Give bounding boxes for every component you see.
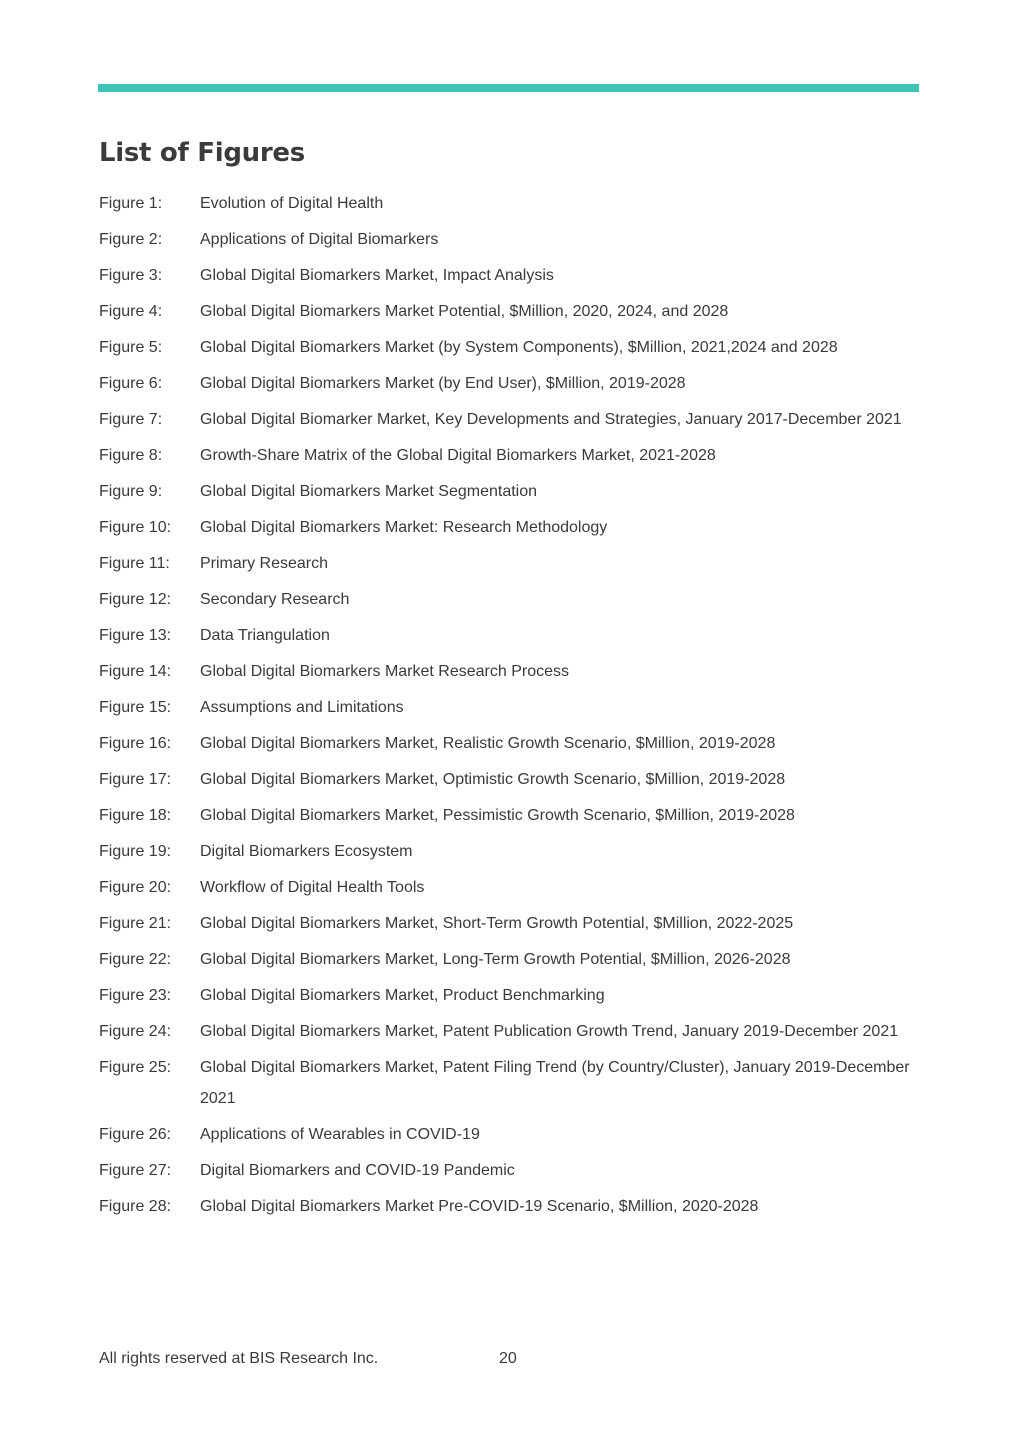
figure-title: Global Digital Biomarkers Market, Optimistic Growth Scenario, $Million, 2019-2028 [200,771,786,788]
figure-number: Figure 21: [99,915,172,932]
figure-title: Global Digital Biomarkers Market, Product Benchmarking [200,987,605,1004]
figure-title: Applications of Wearables in COVID-19 [200,1126,480,1143]
figure-number: Figure 11: [99,555,170,572]
figure-title: Assumptions and Limitations [200,699,404,716]
figure-list-item[interactable] [99,836,921,867]
figure-number: Figure 17: [99,771,172,788]
figure-number: Figure 1: [99,195,163,212]
figure-list-item[interactable] [99,620,921,651]
figure-list-item[interactable] [99,548,921,579]
figure-number: Figure 6: [99,375,163,392]
figure-title: Global Digital Biomarkers Market Potential, $Million, 2020, 2024, and 2028 [200,303,729,320]
figure-number: Figure 20: [99,879,172,896]
figure-list-item[interactable] [99,404,921,435]
figure-title: Global Digital Biomarkers Market Segmentation [200,483,538,500]
figure-number: Figure 3: [99,267,163,284]
figure-list-item[interactable] [99,728,921,759]
figure-list-item[interactable] [99,476,921,507]
figure-title: Global Digital Biomarkers Market Research Process [200,663,570,680]
figure-title: Global Digital Biomarkers Market, Realistic Growth Scenario, $Million, 2019-2028 [200,735,776,752]
figure-number: Figure 22: [99,951,172,968]
figure-number: Figure 26: [99,1126,172,1143]
figure-title: Growth-Share Matrix of the Global Digital Biomarkers Market, 2021-2028 [200,447,716,464]
figure-title: Global Digital Biomarkers Market, Short-Term Growth Potential, $Million, 2022-2025 [200,915,794,932]
figure-number: Figure 25: [99,1059,172,1076]
figure-number: Figure 27: [99,1162,172,1179]
figure-number: Figure 16: [99,735,172,752]
figure-list-item[interactable] [99,332,921,363]
figure-number: Figure 15: [99,699,172,716]
figure-list-item[interactable] [99,764,921,795]
figure-title: Global Digital Biomarker Market, Key Developments and Strategies, January 2017-December 2021 [200,411,902,428]
figure-title: Global Digital Biomarkers Market Pre-COVID-19 Scenario, $Million, 2020-2028 [200,1198,759,1215]
figure-list-item[interactable] [99,440,921,471]
figure-title: Global Digital Biomarkers Market, Pessimistic Growth Scenario, $Million, 2019-2028 [200,807,795,824]
figure-list-item[interactable] [99,296,921,327]
figure-list-item[interactable] [99,800,921,831]
footer-rights: All rights reserved at BIS Research Inc. [99,1350,379,1367]
figure-number: Figure 12: [99,591,172,608]
figure-number: Figure 2: [99,231,163,248]
figure-title: Global Digital Biomarkers Market (by End User), $Million, 2019-2028 [200,375,686,392]
figure-list-item[interactable] [99,368,921,399]
figure-list [99,188,921,1227]
figure-title: Data Triangulation [200,627,330,644]
figure-number: Figure 7: [99,411,163,428]
figure-title: Global Digital Biomarkers Market: Research Methodology [200,519,608,536]
figure-list-item[interactable] [99,584,921,615]
figure-list-item[interactable] [99,872,921,903]
figure-list-item[interactable] [99,260,921,291]
figure-number: Figure 14: [99,663,172,680]
figure-title: Workflow of Digital Health Tools [200,879,425,896]
figure-number: Figure 8: [99,447,163,464]
figure-list-item[interactable] [99,188,921,219]
figure-title: Digital Biomarkers and COVID-19 Pandemic [200,1162,515,1179]
figure-title: Primary Research [200,555,329,572]
figure-number: Figure 24: [99,1023,172,1040]
figure-number: Figure 18: [99,807,172,824]
figure-list-item[interactable] [99,1119,921,1150]
figure-list-item[interactable] [99,224,921,255]
figure-number: Figure 10: [99,519,172,536]
figure-title: Global Digital Biomarkers Market, Patent Publication Growth Trend, January 2019-December 2021 [200,1023,899,1040]
figure-list-item[interactable] [99,1052,921,1114]
figure-number: Figure 23: [99,987,172,1004]
figure-list-item[interactable] [99,908,921,939]
figure-list-item[interactable] [99,1155,921,1186]
figure-list-item[interactable] [99,980,921,1011]
figure-number: Figure 13: [99,627,172,644]
figure-title: Global Digital Biomarkers Market, Patent Filing Trend (by Country/Cluster), January 2019-December 2021 [200,1059,910,1107]
figure-number: Figure 28: [99,1198,172,1215]
page-number: 20 [499,1350,517,1367]
figure-list-item[interactable] [99,1191,921,1222]
figure-list-item[interactable] [99,1016,921,1047]
figure-number: Figure 19: [99,843,172,860]
figure-number: Figure 4: [99,303,163,320]
header-accent-rule [98,84,919,92]
figure-list-item[interactable] [99,512,921,543]
figure-title: Digital Biomarkers Ecosystem [200,843,413,860]
figure-title: Evolution of Digital Health [200,195,384,212]
figure-list-item[interactable] [99,944,921,975]
figure-list-item[interactable] [99,692,921,723]
figure-number: Figure 5: [99,339,163,356]
figure-number: Figure 9: [99,483,163,500]
figure-list-item[interactable] [99,656,921,687]
figure-title: Global Digital Biomarkers Market, Impact Analysis [200,267,554,284]
figure-title: Global Digital Biomarkers Market (by System Components), $Million, 2021,2024 and 2028 [200,339,838,356]
page-title: List of Figures [99,138,305,168]
figure-title: Global Digital Biomarkers Market, Long-Term Growth Potential, $Million, 2026-2028 [200,951,791,968]
figure-title: Secondary Research [200,591,350,608]
figure-title: Applications of Digital Biomarkers [200,231,439,248]
